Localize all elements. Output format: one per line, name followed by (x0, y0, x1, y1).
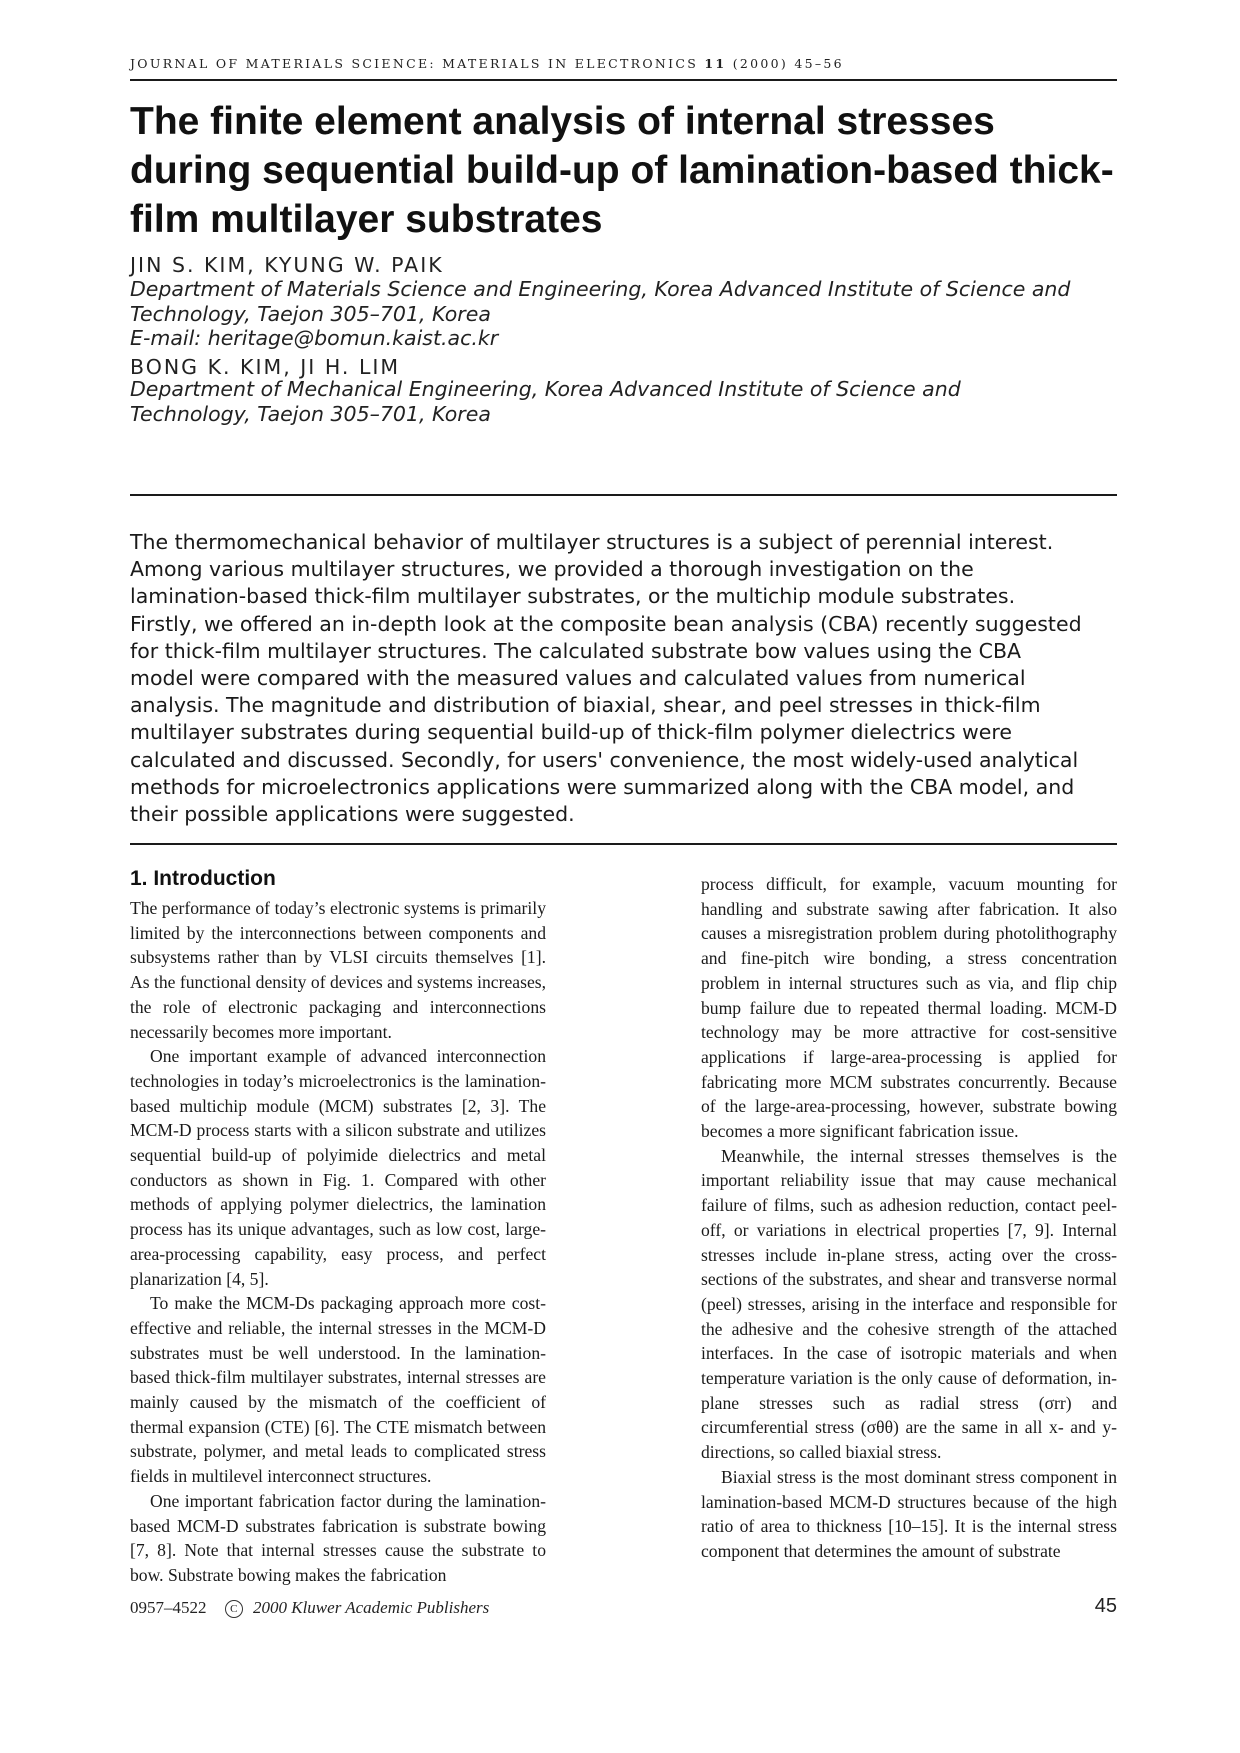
abstract-top-rule (130, 494, 1117, 496)
abstract-line: calculated and discussed. Secondly, for users' convenience, the most widely-used analytical (130, 747, 1079, 772)
affiliation-line: Department of Mechanical Engineering, Korea Advanced Institute of Science and (130, 377, 961, 401)
author-affiliation-2 (130, 377, 1117, 426)
footer-issn: 0957–4522 (130, 1598, 207, 1617)
abstract-line: The thermomechanical behavior of multilayer structures is a subject of perennial interest. (130, 530, 1054, 554)
body-paragraph: One important example of advanced interconnection technologies in today’s microelectronics is the lamination-based multichip module (MCM) substrates [2, 3]. The MCM-D process starts with a silicon substrate and utilizes sequential build-up of polyimide dielectrics and metal conductors as shown in Fig. 1. Compared with other methods of applying polymer dielectrics, the lamination process has its unique advantages, such as low cost, large-area-processing capability, easy process, and perfect planarization [4, 5]. (130, 1046, 546, 1289)
paper-title: The finite element analysis of internal stresses during sequential build-up of lamination-based thick-film multilayer substrates (130, 100, 1114, 241)
body-paragraph: One important fabrication factor during the lamination-based MCM-D substrates fabrication is substrate bowing [7, 8]. Note that internal stresses cause the substrate to bow. Substrate bowing makes the fabrication (130, 1490, 546, 1585)
abstract-line: their possible applications were suggested. (130, 802, 575, 827)
body-paragraph: To make the MCM-Ds packaging approach more cost-effective and reliable, the internal stresses in the MCM-D substrates must be well understood. In the lamination-based thick-film multilayer substrates, internal stresses are mainly caused by the mismatch of the coefficient of thermal expansion (CTE) [6]. The CTE mismatch between substrate, polymer, and metal leads to complicated stress fields in multilevel interconnect structures. (130, 1293, 546, 1487)
abstract-line: Firstly, we offered an in-depth look at the composite bean analysis (CBA) recently suggested (130, 611, 1082, 636)
copyright-icon: C (225, 1600, 243, 1618)
abstract-line: model were compared with the measured values and calculated values from numerical (130, 666, 1026, 691)
footer-publisher: 2000 Kluwer Academic Publishers (253, 1598, 490, 1617)
body-paragraph: The performance of today’s electronic systems is primarily limited by the interconnections between components and subsystems rather than by VLSI circuits themselves [1]. As the functional density of devices and systems increases, the role of electronic packaging and interconnections necessarily becomes more important. (130, 898, 546, 1042)
affiliation-line: Technology, Taejon 305–701, Korea (130, 301, 491, 326)
journal-year-pages: (2000) 45–56 (732, 56, 844, 71)
body-paragraph: Meanwhile, the internal stresses themselves is the important reliability issue that may cause mechanical failure of films, such as adhesion reduction, contact peel-off, or variations in electrical properties [7, 9]. Internal stresses include in-plane stress, acting over the cross-sections of the substrates, and shear and transverse normal (peel) stresses, arising in the interface and responsible for the adhesive and the cohesive strength of the attached interfaces. In the case of isotropic materials and when temperature variation is the only cause of deformation, in-plane stresses such as radial stress (σrr) and circumferential stress (σθθ) are the same in all x- and y-directions, so called biaxial stress. (701, 1145, 1117, 1463)
abstract-line: analysis. The magnitude and distribution of biaxial, shear, and peel stresses in thick-film (130, 693, 1041, 718)
affiliation-line: Technology, Taejon 305–701, Korea (130, 401, 491, 426)
section-heading: 1. Introduction (130, 867, 276, 890)
author-affiliation-1 (130, 277, 1117, 351)
page-number: 45 (1094, 1595, 1117, 1617)
body-paragraph: process difficult, for example, vacuum mounting for handling and substrate sawing after fabrication. It also causes a misregistration problem during photolithography and fine-pitch wire bonding, a stress concentration problem in internal structures such as via, and flip chip bump failure due to repeated thermal loading. MCM-D technology may be more attractive for cost-sensitive applications if large-area-processing is applied for fabricating more MCM substrates concurrently. Because of the large-area-processing, however, substrate bowing becomes a more significant fabrication issue. (701, 874, 1117, 1142)
body-column-right (701, 872, 1117, 1564)
abstract (130, 529, 1117, 828)
affiliation-line: Department of Materials Science and Engineering, Korea Advanced Institute of Science and (130, 277, 1071, 301)
author-email: E-mail: heritage@bomun.kaist.ac.kr (130, 326, 499, 350)
footer-issn-copyright (130, 1598, 489, 1618)
journal-header (130, 56, 844, 71)
body-paragraph: Biaxial stress is the most dominant stress component in lamination-based MCM-D structures because of the high ratio of area to thickness [10–15]. It is the internal stress component that determines the amount of substrate (701, 1466, 1117, 1561)
abstract-line: lamination-based thick-film multilayer substrates, or the multichip module substrates. (130, 584, 1016, 609)
abstract-line: Among various multilayer structures, we provided a thorough investigation on the (130, 557, 974, 582)
abstract-line: methods for microelectronics applications were summarized along with the CBA model, and (130, 774, 1075, 799)
author-names-2: BONG K. KIM, JI H. LIM (130, 355, 401, 379)
abstract-line: for thick-film multilayer structures. The calculated substrate bow values using the CBA (130, 638, 1022, 663)
abstract-line: multilayer substrates during sequential build-up of thick-film polymer dielectrics were (130, 720, 1013, 745)
author-names-1: JIN S. KIM, KYUNG W. PAIK (130, 253, 444, 277)
journal-name: JOURNAL OF MATERIALS SCIENCE: MATERIALS IN ELECTRONICS (130, 56, 699, 71)
header-rule (130, 79, 1117, 81)
journal-volume: 11 (704, 56, 727, 71)
abstract-bottom-rule (130, 843, 1117, 845)
body-column-left (130, 866, 546, 1588)
